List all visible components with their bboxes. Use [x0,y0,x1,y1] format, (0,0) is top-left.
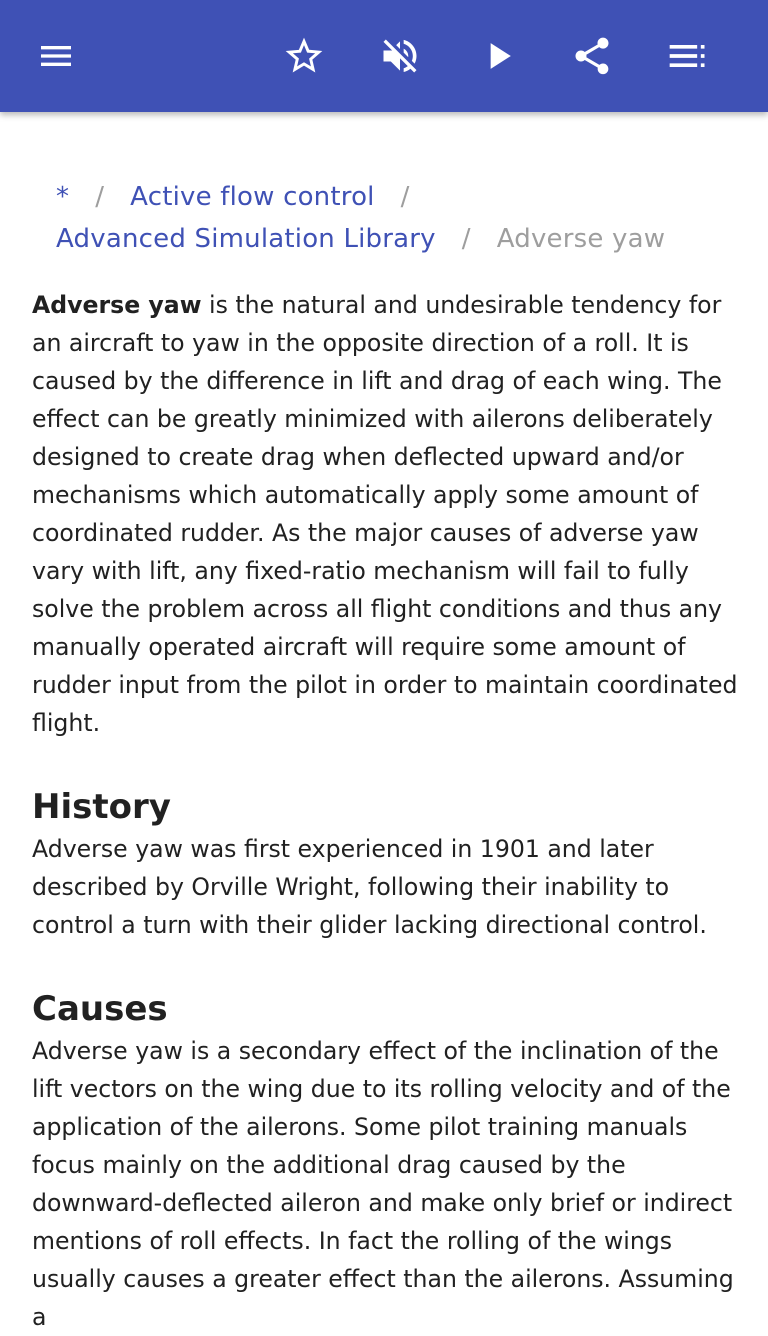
intro-term: Adverse yaw [32,291,202,319]
causes-paragraph: Adverse yaw is a secondary effect of the inclination of the lift vectors on the wing due to its rolling velocity and of the application of the ailerons. Some pilot training manuals focus mainly on the additional drag caused by the downward-deflected aileron and make only brief or indirect mentions of roll effects. In fact the rolling of the wings usually causes a greater effect than the ailerons. Assuming a [32,1037,734,1331]
breadcrumb-separator: / [461,224,471,254]
breadcrumb-link-active-flow-control[interactable]: Active flow control [130,182,375,212]
breadcrumb-current: Adverse yaw [496,224,666,254]
share-icon [570,34,614,78]
menu-button[interactable] [24,24,88,88]
star-outline-icon [282,34,326,78]
play-button[interactable] [466,24,530,88]
breadcrumb-separator: / [95,182,105,212]
volume-off-icon [378,34,422,78]
playlist-icon [666,34,710,78]
playlist-button[interactable] [656,24,720,88]
history-heading: History [32,787,171,827]
breadcrumb-separator: / [400,182,410,212]
share-button[interactable] [560,24,624,88]
favorite-button[interactable] [272,24,336,88]
menu-icon [36,36,76,76]
breadcrumb-link-advanced-simulation-library[interactable]: Advanced Simulation Library [56,224,436,254]
app-toolbar [0,0,768,112]
breadcrumb-root-link[interactable]: * [56,182,70,212]
article-content [32,112,738,1336]
breadcrumb [32,176,738,260]
mute-button[interactable] [368,24,432,88]
intro-text: is the natural and undesirable tendency for an aircraft to yaw in the opposite direction of a roll. It is caused by the difference in lift and drag of each wing. The effect can be greatly minimized with ailerons deliberately designed to create drag when deflected upward and/or mechanisms which automatically apply some amount of coordinated rudder. As the major causes of adverse yaw vary with lift, any fixed-ratio mechanism will fail to fully solve the problem across all flight conditions and thus any manually operated aircraft will require some amount of rudder input from the pilot in order to maintain coordinated flight. [32,291,738,737]
causes-heading: Causes [32,989,168,1029]
play-icon [476,34,520,78]
history-paragraph: Adverse yaw was first experienced in 1901 and later described by Orville Wright, following their inability to control a turn with their glider lacking directional control. [32,835,707,939]
intro-paragraph [32,286,738,742]
